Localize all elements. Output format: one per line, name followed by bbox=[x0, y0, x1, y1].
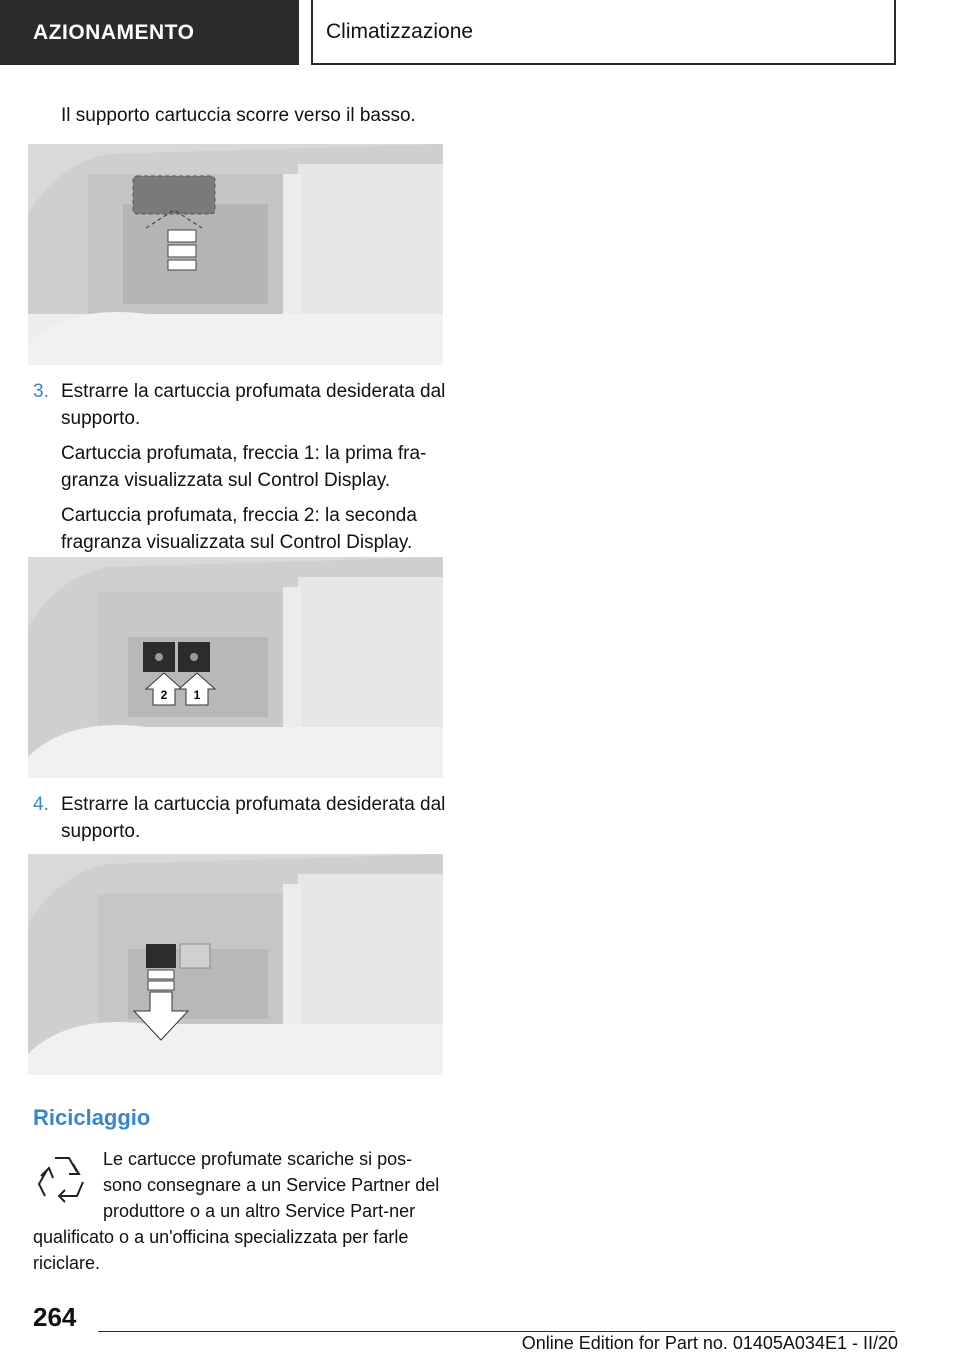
header-chapter-label: Climatizzazione bbox=[326, 19, 474, 43]
cartridge-holder-photo-2 bbox=[28, 557, 443, 778]
header-section-tab bbox=[0, 0, 299, 65]
step-number: 4. bbox=[33, 794, 49, 815]
step-number: 3. bbox=[33, 381, 49, 402]
arrow-1-label: 1 bbox=[193, 688, 201, 702]
step-3 bbox=[33, 378, 448, 564]
step-paragraph: Estrarre la cartuccia profumata desiderata dal supporto. bbox=[61, 794, 446, 842]
header-section-label: AZIONAMENTO bbox=[33, 20, 195, 44]
cartridge-holder-photo-1 bbox=[28, 144, 443, 365]
page-number: 264 bbox=[33, 1302, 77, 1332]
step-paragraph: Estrarre la cartuccia profumata desiderata dal supporto. bbox=[61, 381, 446, 429]
recycle-icon bbox=[33, 1150, 91, 1206]
footer-divider bbox=[98, 1331, 895, 1332]
arrow-2-label: 2 bbox=[160, 688, 168, 702]
step-4 bbox=[33, 791, 448, 853]
recycling-title: Riciclaggio bbox=[33, 1105, 151, 1130]
intro-text: Il supporto cartuccia scorre verso il basso. bbox=[61, 105, 416, 126]
step-paragraph: Cartuccia profumata, freccia 1: la prima fra-granza visualizzata sul Control Display. bbox=[61, 443, 427, 491]
header-chapter-tab bbox=[311, 0, 896, 65]
step-paragraph: Cartuccia profumata, freccia 2: la seconda fragranza visualizzata sul Control Display. bbox=[61, 505, 417, 553]
cartridge-holder-photo-3 bbox=[28, 854, 443, 1075]
footer-edition: Online Edition for Part no. 01405A034E1 - II/20 bbox=[521, 1333, 898, 1353]
recycling-text: Le cartucce profumate scariche si pos-sono consegnare a un Service Partner del produttore o a un altro Service Part-ner qualificato o a un'officina specializzata per farle riciclare. bbox=[33, 1149, 440, 1273]
recycling-text-block bbox=[33, 1146, 445, 1276]
